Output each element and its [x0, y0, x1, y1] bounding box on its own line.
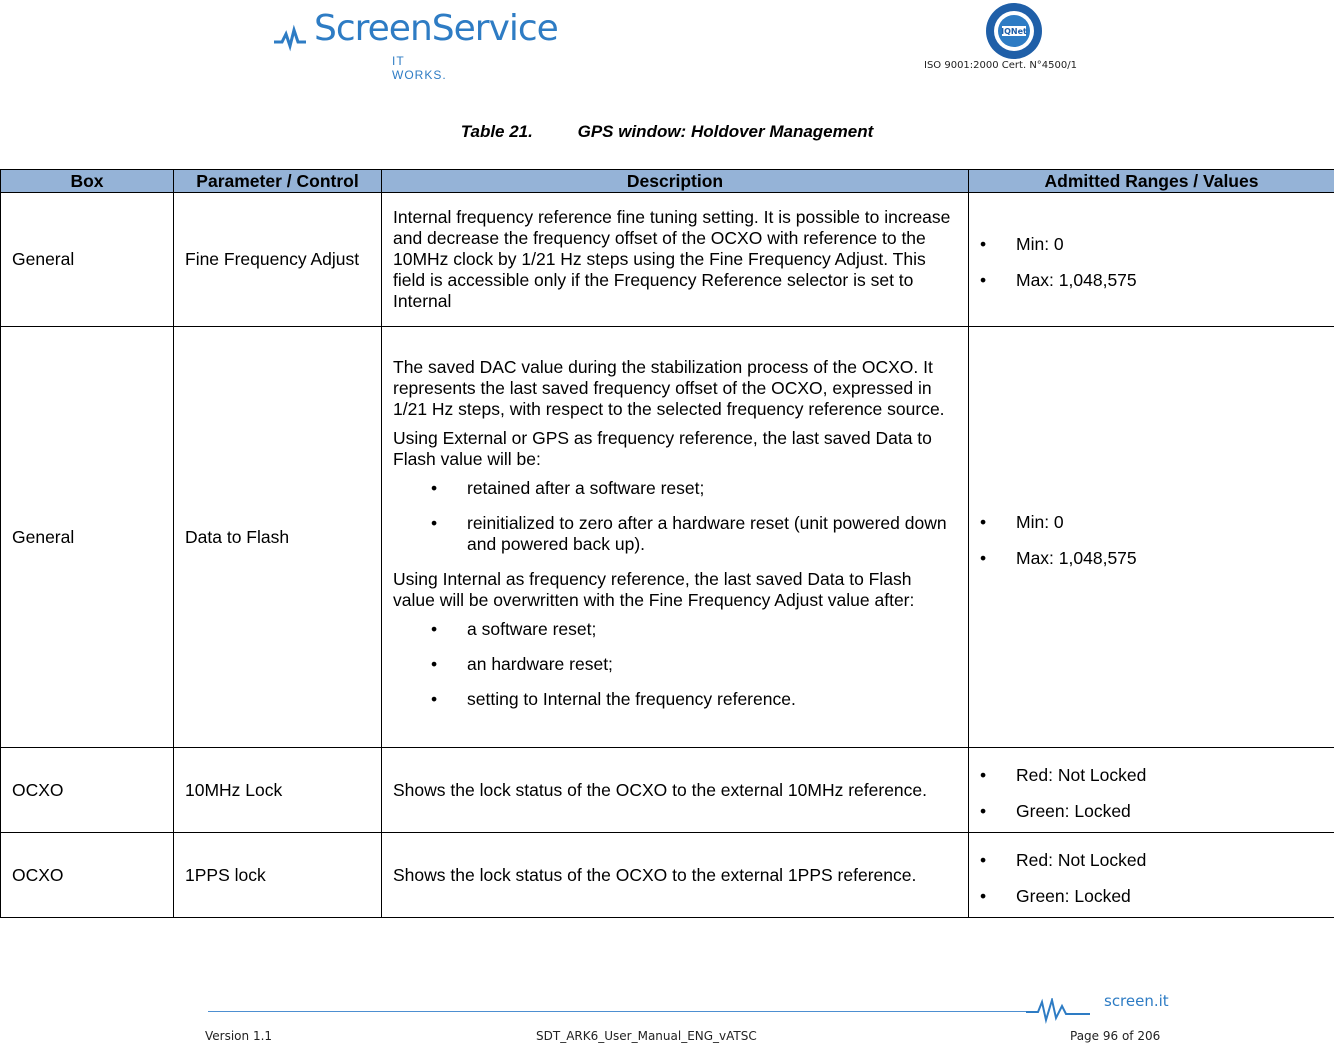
- cell-box: General: [1, 193, 174, 327]
- value-item: • Green: Locked: [980, 886, 1323, 907]
- description-text: Shows the lock status of the OCXO to the external 1PPS reference.: [393, 864, 917, 885]
- footer-page-number: Page 96 of 206: [1070, 1029, 1161, 1043]
- footer-document-name: SDT_ARK6_User_Manual_ENG_vATSC: [536, 1029, 757, 1043]
- value-item: • Red: Not Locked: [980, 765, 1323, 786]
- value-item: • Max: 1,048,575: [980, 270, 1323, 291]
- cell-values: [969, 748, 1334, 833]
- cell-description: [382, 193, 969, 327]
- cell-description: [382, 833, 969, 918]
- table-title: GPS window: Holdover Management: [577, 122, 874, 141]
- table-caption: [0, 122, 1334, 142]
- description-paragraph: Using External or GPS as frequency reference, the last saved Data to Flash value will be:: [393, 427, 932, 469]
- header-description: Description: [382, 170, 969, 193]
- description-paragraph: The saved DAC value during the stabilization process of the OCXO. It represents the last saved frequency offset of the OCXO, expressed in 1/21 Hz steps, with respect to the selected frequency reference source.: [393, 356, 945, 419]
- table-row: [1, 327, 1334, 748]
- svg-text:IQNet: IQNet: [1001, 27, 1027, 36]
- value-item: • Max: 1,048,575: [980, 548, 1323, 569]
- table-header-row: [1, 170, 1334, 193]
- cell-parameter: Data to Flash: [174, 327, 382, 748]
- header-ranges: Admitted Ranges / Values: [969, 170, 1334, 193]
- logo-tagline: IT WORKS.: [392, 54, 447, 82]
- table-row: [1, 193, 1334, 327]
- cell-description: [382, 748, 969, 833]
- table-row: [1, 833, 1334, 918]
- logo-text: ScreenService: [314, 8, 558, 49]
- cell-box: General: [1, 327, 174, 748]
- table-number: Table 21.: [460, 122, 533, 141]
- value-item: • Green: Locked: [980, 801, 1323, 822]
- cell-box: OCXO: [1, 833, 174, 918]
- value-item: • Red: Not Locked: [980, 850, 1323, 871]
- iqnet-certification-seal-icon: [985, 2, 1043, 60]
- table-row: [1, 748, 1334, 833]
- holdover-management-table: [0, 169, 1334, 918]
- footer-site: screen.it: [1104, 992, 1169, 1010]
- footer-divider: [208, 1011, 1028, 1012]
- signal-wave-icon: [1026, 998, 1090, 1024]
- cell-parameter: 10MHz Lock: [174, 748, 382, 833]
- cell-parameter: 1PPS lock: [174, 833, 382, 918]
- description-list-item: • an hardware reset;: [393, 654, 957, 675]
- description-paragraph: Using Internal as frequency reference, the last saved Data to Flash value will be overwritten with the Fine Frequency Adjust value after:: [393, 568, 915, 610]
- cell-values: [969, 327, 1334, 748]
- description-text: Shows the lock status of the OCXO to the external 10MHz reference.: [393, 779, 928, 800]
- cell-description: [382, 327, 969, 748]
- footer-version: Version 1.1: [205, 1029, 273, 1043]
- certification-number: ISO 9001:2000 Cert. N°4500/1: [924, 60, 1077, 71]
- value-item: • Min: 0: [980, 512, 1323, 533]
- header-parameter: Parameter / Control: [174, 170, 382, 193]
- value-item: • Min: 0: [980, 234, 1323, 255]
- header-box: Box: [1, 170, 174, 193]
- description-list-item: • reinitialized to zero after a hardware reset (unit powered down and powered back up).: [393, 513, 957, 555]
- cell-values: [969, 833, 1334, 918]
- logo-wave-icon: [272, 12, 316, 52]
- description-text: Internal frequency reference fine tuning setting. It is possible to increase and decrease the frequency offset of the OCXO with reference to the 10MHz clock by 1/21 Hz steps using the Fine Frequency Adjust. This field is accessible only if the Frequency Reference selector is set to Internal: [393, 207, 951, 311]
- description-list-item: • retained after a software reset;: [393, 478, 957, 499]
- cell-values: [969, 193, 1334, 327]
- description-list-item: • setting to Internal the frequency reference.: [393, 689, 957, 710]
- description-list-item: • a software reset;: [393, 619, 957, 640]
- cell-box: OCXO: [1, 748, 174, 833]
- cell-parameter: Fine Frequency Adjust: [174, 193, 382, 327]
- screenservice-logo: [272, 6, 558, 82]
